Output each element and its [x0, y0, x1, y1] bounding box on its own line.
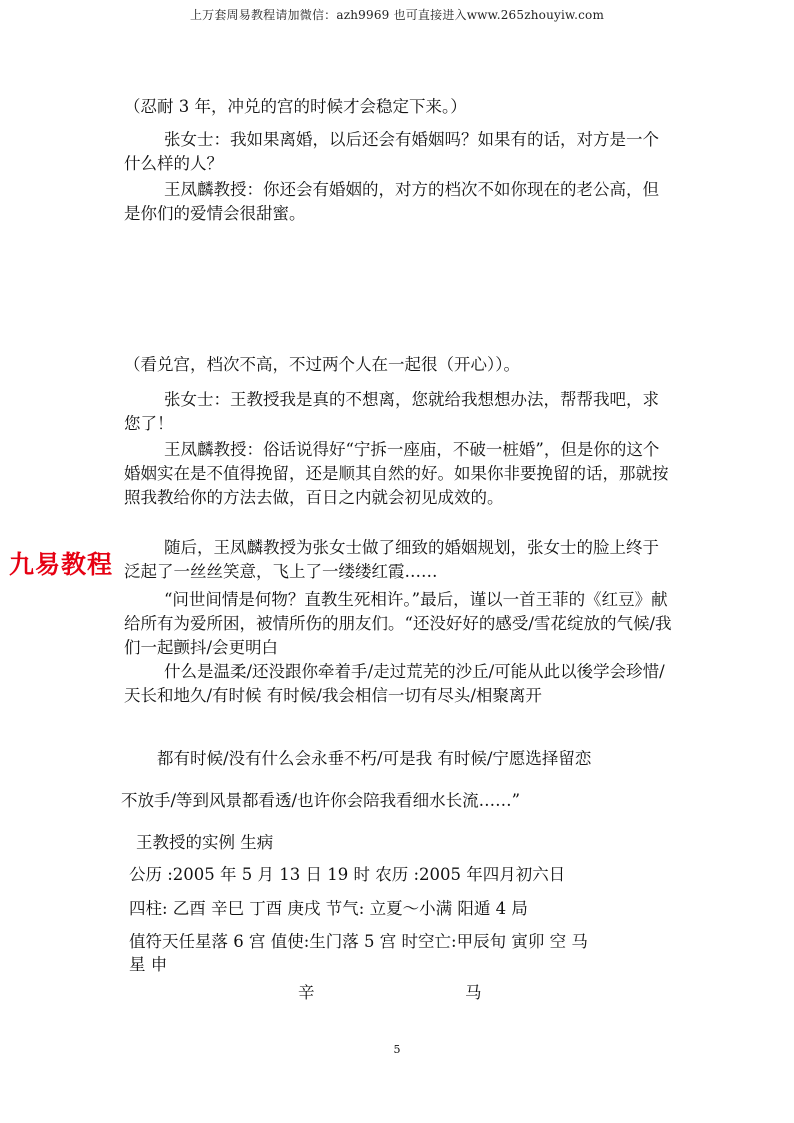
calendar-line: 公历 :2005 年 5 月 13 日 19 时 农历 :2005 年四月初六日 [129, 865, 566, 884]
paragraph-lyrics-tenderness: 什么是温柔/还没跟你牵着手/走过荒芜的沙丘/可能从此以後学会珍惜/天长和地久/有时候 有时候/我会相信一切有尽头/相聚离开 [124, 662, 665, 705]
case-title: 王教授的实例 生病 [136, 833, 274, 852]
lyric-line-b: 不放手/等到风景都看透/也许你会陪我看细水长流……” [121, 791, 521, 810]
page-header-promo: 上万套周易教程请加微信：azh9969 也可直接进入www.265zhouyiw.com [189, 8, 605, 22]
page-number: 5 [393, 1043, 401, 1056]
paragraph-hongdou-intro: “问世间情是何物？直教生死相许。”最后，谨以一首王菲的《红豆》献给所有为爱所困，被情所伤的朋友们。“还没好好的感受/雪花绽放的气候/我们一起颤抖/会更明白 [124, 590, 672, 657]
paragraph-dui-palace-note: （看兑宫，档次不高，不过两个人在一起很（开心））。 [124, 355, 520, 374]
paragraph-question-remarry: 张女士：我如果离婚，以后还会有婚姻吗？如果有的话，对方是一个什么样的人？ [124, 130, 659, 173]
four-pillars-line: 四柱: 乙酉 辛巳 丁酉 庚戌 节气: 立夏～小满 阳遁 4 局 [129, 899, 528, 918]
paragraph-plea: 张女士：王教授我是真的不想离，您就给我想想办法，帮帮我吧，求您了！ [124, 390, 659, 433]
zhifu-line-continued: 星 申 [129, 955, 168, 974]
chart-label-ma: 马 [465, 983, 482, 1002]
paragraph-planning: 随后，王凤麟教授为张女士做了细致的婚姻规划，张女士的脸上终于泛起了一丝丝笑意，飞上了一缕缕红霞…… [124, 538, 659, 581]
zhifu-line: 值符天任星落 6 宫 值使:生门落 5 宫 时空亡:甲辰旬 寅卯 空 马 [129, 932, 588, 951]
watermark-logo: 九易教程 [7, 548, 115, 582]
lyric-line-a: 都有时候/没有什么会永垂不朽/可是我 有时候/宁愿选择留恋 [157, 749, 592, 768]
paragraph-endure-note: （忍耐 3 年，冲兑的宫的时候才会稳定下来。） [124, 97, 467, 116]
paragraph-answer-remarry: 王凤麟教授：你还会有婚姻的，对方的档次不如你现在的老公高，但是你们的爱情会很甜蜜。 [124, 180, 659, 223]
paragraph-answer-advice: 王凤麟教授：俗话说得好“宁拆一座庙，不破一桩婚”，但是你的这个婚姻实在是不值得挽留，还是顺其自然的好。如果你非要挽留的话，那就按照我教给你的方法去做，百日之内就会初见成效的。 [124, 440, 669, 507]
chart-label-xin: 辛 [298, 983, 315, 1002]
